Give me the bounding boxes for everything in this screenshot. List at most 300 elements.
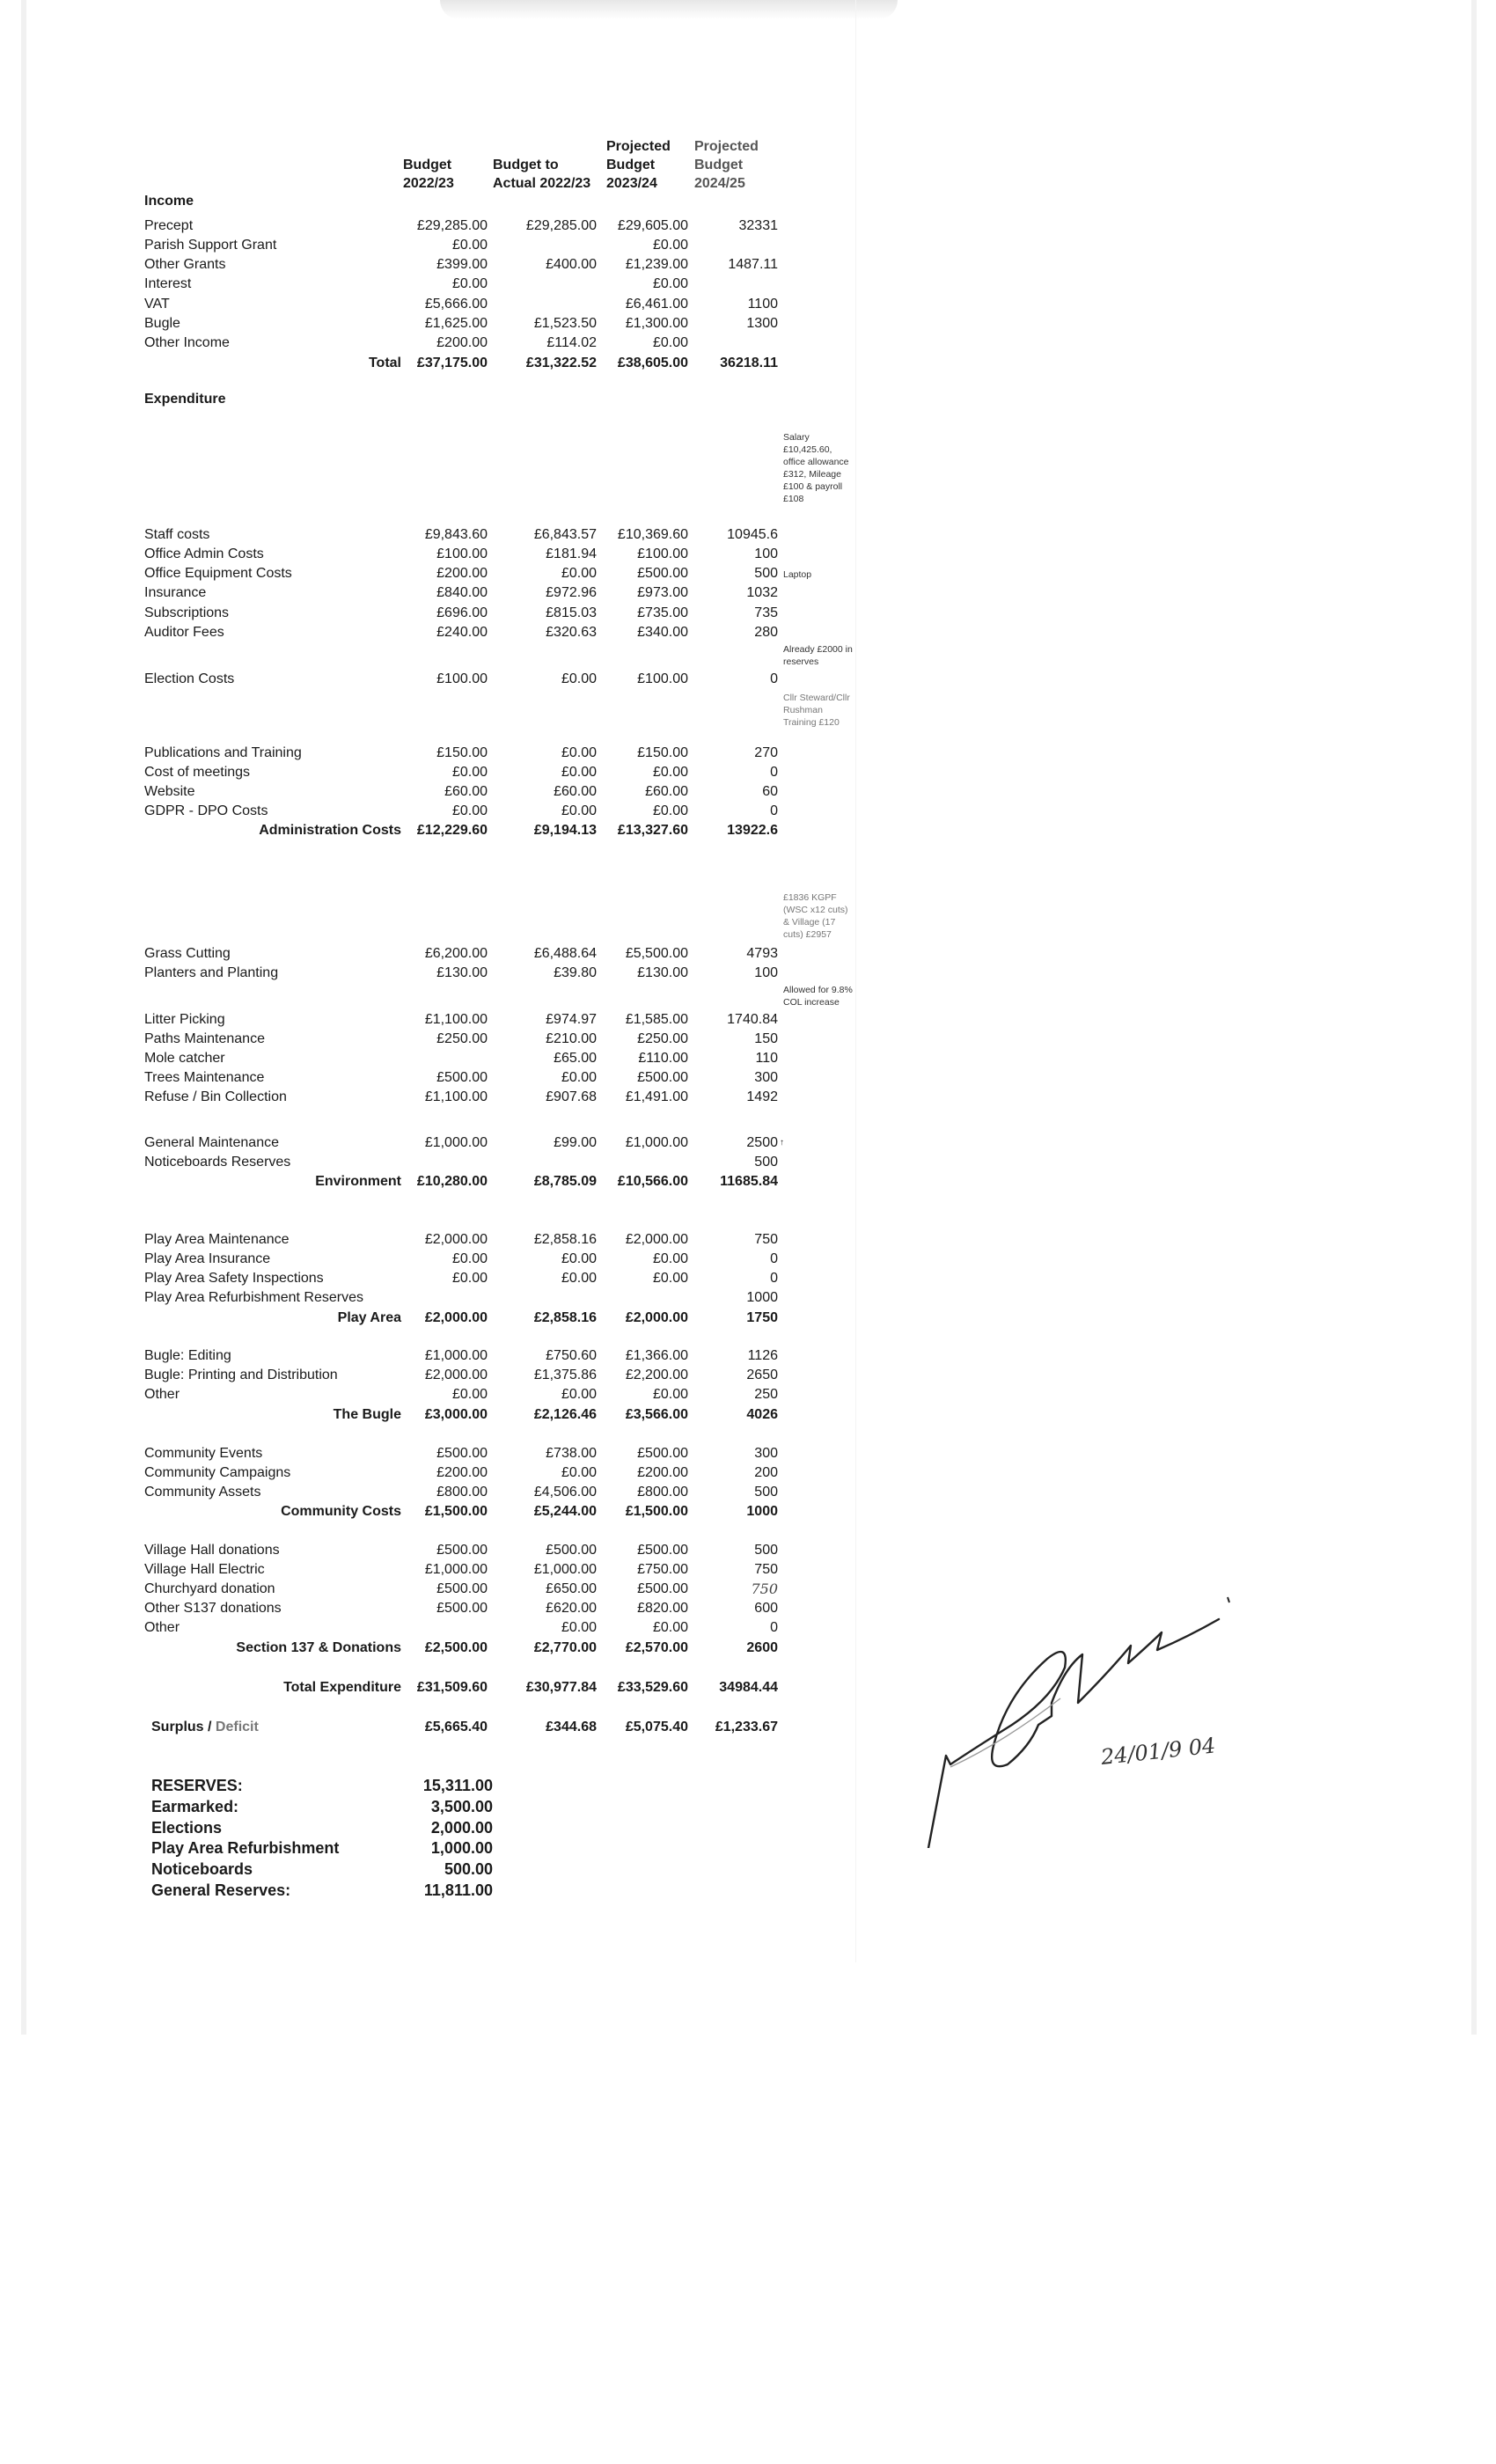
row-label: The Bugle [333, 1407, 401, 1422]
projected-2023-24: £820.00 [637, 1601, 688, 1616]
row-label: General Maintenance [144, 1135, 279, 1150]
actual-2022-23: £8,785.09 [533, 1174, 597, 1189]
projected-2023-24: £500.00 [637, 1581, 688, 1596]
row-label: Auditor Fees [144, 625, 224, 640]
note-election-costs: Already £2000 in reserves [783, 644, 853, 667]
projected-2024-25: 4793 [746, 946, 778, 961]
actual-2022-23: £2,126.46 [533, 1407, 597, 1422]
reserve-label: Earmarked: [151, 1797, 239, 1815]
row-label: Cost of meetings [144, 765, 251, 780]
community-row [0, 1463, 1496, 1483]
income-row [0, 314, 1496, 334]
income-row [0, 255, 1496, 275]
projected-2024-25: 500 [754, 566, 778, 581]
actual-2022-23: £0.00 [561, 1070, 597, 1085]
projected-2023-24: £1,500.00 [625, 1504, 688, 1519]
signature [898, 1566, 1267, 1848]
projected-2023-24: £1,366.00 [625, 1348, 688, 1363]
play-area-row [0, 1269, 1496, 1288]
section137-row [0, 1541, 1496, 1560]
community-subtotal-row [0, 1502, 1496, 1522]
actual-2022-23: £815.03 [546, 605, 597, 620]
environment-row [0, 964, 1496, 983]
projected-2023-24: £2,200.00 [625, 1368, 688, 1382]
row-label: Bugle [144, 316, 180, 331]
projected-2023-24: £1,300.00 [625, 316, 688, 331]
row-label: Village Hall Electric [144, 1562, 265, 1577]
budget-2022-23: £29,285.00 [416, 218, 488, 233]
projected-2023-24: £800.00 [637, 1485, 688, 1500]
projected-2023-24: £0.00 [652, 765, 688, 780]
projected-2023-24: £0.00 [652, 803, 688, 818]
projected-2024-25: 13922.6 [727, 823, 778, 838]
income-row [0, 295, 1496, 314]
budget-2022-23: £399.00 [436, 257, 488, 272]
actual-2022-23: £750.60 [546, 1348, 597, 1363]
environment-row [0, 944, 1496, 964]
actual-2022-23: £320.63 [546, 625, 597, 640]
budget-2022-23: £696.00 [436, 605, 488, 620]
budget-2022-23: £1,500.00 [424, 1504, 488, 1519]
budget-2022-23: £100.00 [436, 671, 488, 686]
actual-2022-23: £60.00 [554, 784, 597, 799]
projected-2024-25: 0 [770, 765, 778, 780]
row-label: Paths Maintenance [144, 1031, 265, 1046]
row-label: Play Area Insurance [144, 1251, 271, 1266]
budget-2022-23: £0.00 [451, 1387, 488, 1402]
projected-2024-25: 100 [754, 546, 778, 561]
projected-2023-24: £5,500.00 [625, 946, 688, 961]
admin-row [0, 623, 1496, 642]
actual-2022-23: £6,488.64 [533, 946, 597, 961]
actual-2022-23: £181.94 [546, 546, 597, 561]
row-label: Other Grants [144, 257, 226, 272]
projected-2023-24: £1,000.00 [625, 1135, 688, 1150]
row-label: Administration Costs [259, 823, 401, 838]
budget-2022-23: £1,100.00 [424, 1012, 488, 1027]
budget-2022-23: £37,175.00 [416, 356, 488, 370]
projected-2024-25: 735 [754, 605, 778, 620]
projected-2024-25: 280 [754, 625, 778, 640]
projected-2024-25: 0 [770, 803, 778, 818]
projected-2024-25: 32331 [738, 218, 778, 233]
row-label: Grass Cutting [144, 946, 231, 961]
projected-2024-25: 0 [770, 1620, 778, 1635]
income-row [0, 275, 1496, 294]
reserve-label: Elections [151, 1818, 223, 1837]
row-label: Precept [144, 218, 194, 233]
projected-2024-25: 0 [770, 1251, 778, 1266]
row-label: Election Costs [144, 671, 235, 686]
actual-2022-23: £30,977.84 [525, 1680, 597, 1695]
projected-2023-24: £2,000.00 [625, 1310, 688, 1325]
play-area-row [0, 1250, 1496, 1269]
row-label: Interest [144, 276, 192, 291]
projected-2024-25: 150 [754, 1031, 778, 1046]
income-row [0, 216, 1496, 236]
row-label: Website [144, 784, 195, 799]
projected-2024-25: 34984.44 [719, 1680, 778, 1695]
projected-2024-25: 2600 [746, 1640, 778, 1655]
budget-2022-23: £2,500.00 [424, 1640, 488, 1655]
projected-2023-24: £60.00 [645, 784, 688, 799]
projected-2023-24: £100.00 [637, 546, 688, 561]
actual-2022-23: £738.00 [546, 1446, 597, 1461]
row-label: Trees Maintenance [144, 1070, 265, 1085]
row-label: GDPR - DPO Costs [144, 803, 268, 818]
budget-2022-23: £500.00 [436, 1446, 488, 1461]
environment-row [0, 1133, 1496, 1153]
budget-2022-23: £2,000.00 [424, 1232, 488, 1247]
note-staff-costs: Salary £10,425.60, office allowance £312, Mileage £100 & payroll £108 [783, 432, 849, 504]
community-row [0, 1483, 1496, 1502]
actual-2022-23: £0.00 [561, 1465, 597, 1480]
separator: / [203, 1720, 216, 1734]
admin-row [0, 564, 1496, 583]
projected-2024-25: 1300 [746, 316, 778, 331]
budget-2022-23: £1,000.00 [424, 1348, 488, 1363]
budget-2022-23: £6,200.00 [424, 946, 488, 961]
actual-2022-23: £0.00 [561, 803, 597, 818]
row-label: Other Income [144, 335, 230, 350]
projected-2023-24: £38,605.00 [617, 356, 688, 370]
budget-2022-23: £0.00 [451, 1271, 488, 1286]
projected-2023-24: £0.00 [652, 1271, 688, 1286]
projected-2023-24: £1,239.00 [625, 257, 688, 272]
row-label: Other [144, 1620, 180, 1635]
environment-row [0, 1153, 1496, 1172]
row-label: Bugle: Editing [144, 1348, 231, 1363]
actual-2022-23: £0.00 [561, 1251, 597, 1266]
projected-2023-24: £0.00 [652, 1620, 688, 1635]
projected-2024-25: 1000 [746, 1290, 778, 1305]
projected-2024-25: 200 [754, 1465, 778, 1480]
admin-row [0, 782, 1496, 802]
actual-2022-23: £1,375.86 [533, 1368, 597, 1382]
note-grass-cutting: £1836 KGPF (WSC x12 cuts) & Village (17 cuts) £2957 [783, 892, 848, 940]
projected-2024-25: 1740.84 [727, 1012, 778, 1027]
signature-date: 24/01/9 04 [1099, 1733, 1217, 1770]
environment-row [0, 1010, 1496, 1030]
row-label: Play Area Maintenance [144, 1232, 290, 1247]
projected-2024-25: 60 [762, 784, 778, 799]
budget-2022-23: £0.00 [451, 238, 488, 253]
projected-2023-24: £500.00 [637, 566, 688, 581]
budget-2022-23: £0.00 [451, 765, 488, 780]
actual-2022-23: £1,000.00 [533, 1562, 597, 1577]
admin-row [0, 763, 1496, 782]
projected-2023-24: £100.00 [637, 671, 688, 686]
budget-2022-23: £840.00 [436, 585, 488, 600]
reserve-value: 2,000.00 [430, 1818, 493, 1837]
budget-2022-23: £100.00 [436, 546, 488, 561]
budget-2022-23: £240.00 [436, 625, 488, 640]
reserve-label: Play Area Refurbishment [151, 1839, 340, 1858]
budget-2022-23: £150.00 [436, 745, 488, 760]
expenditure-heading: Expenditure [144, 392, 226, 407]
actual-2022-23: £0.00 [561, 671, 597, 686]
projected-2024-25: 11685.84 [720, 1174, 778, 1189]
budget-2022-23: £800.00 [436, 1485, 488, 1500]
handwritten-tick: ↑ [780, 1138, 784, 1148]
row-label: Community Costs [281, 1504, 401, 1519]
budget-2022-23: £2,000.00 [424, 1310, 488, 1325]
reserve-value: 11,811.00 [423, 1881, 493, 1899]
actual-2022-23: £0.00 [561, 566, 597, 581]
actual-2022-23: £400.00 [546, 257, 597, 272]
projected-2024-25: 10945.6 [727, 527, 778, 542]
actual-2022-23: £114.02 [546, 335, 597, 350]
projected-2023-24: £150.00 [637, 745, 688, 760]
row-label: Noticeboards Reserves [144, 1155, 291, 1170]
projected-2024-25: 2500 [746, 1135, 778, 1150]
projected-2023-24: £5,075.40 [625, 1720, 688, 1734]
budget-2022-23: £12,229.60 [416, 823, 488, 838]
header-projected-2023-24: Projected Budget 2023/24 [606, 139, 671, 191]
row-label: Community Events [144, 1446, 263, 1461]
admin-row [0, 744, 1496, 763]
row-label: Office Equipment Costs [144, 566, 292, 581]
budget-2022-23: £500.00 [436, 1070, 488, 1085]
projected-2023-24: £0.00 [652, 1251, 688, 1266]
actual-2022-23: £0.00 [561, 765, 597, 780]
environment-row [0, 1068, 1496, 1088]
actual-2022-23: £0.00 [561, 1620, 597, 1635]
row-label: Other S137 donations [144, 1601, 282, 1616]
projected-2024-25: 250 [754, 1387, 778, 1402]
actual-2022-23: £974.97 [546, 1012, 597, 1027]
projected-2023-24: £130.00 [637, 965, 688, 980]
budget-2022-23: £1,100.00 [424, 1089, 488, 1104]
projected-2023-24: £0.00 [652, 335, 688, 350]
projected-2023-24: £2,570.00 [625, 1640, 688, 1655]
budget-2022-23: £0.00 [451, 276, 488, 291]
projected-2024-25: 300 [754, 1070, 778, 1085]
row-label: Insurance [144, 585, 207, 600]
actual-2022-23: £500.00 [546, 1543, 597, 1558]
actual-2022-23: £6,843.57 [533, 527, 597, 542]
note-office-equipment: Laptop [783, 569, 812, 580]
row-label: Staff costs [144, 527, 210, 542]
reserve-value: 500.00 [444, 1860, 493, 1879]
projected-2023-24: £500.00 [637, 1446, 688, 1461]
projected-2024-25: 36218.11 [720, 356, 778, 370]
actual-2022-23: £972.96 [546, 585, 597, 600]
row-label: Subscriptions [144, 605, 230, 620]
actual-2022-23: £0.00 [561, 745, 597, 760]
note-publications-training: Cllr Steward/Cllr Rushman Training £120 [783, 693, 850, 728]
deficit-label: Deficit [215, 1720, 259, 1734]
row-label: Refuse / Bin Collection [144, 1089, 287, 1104]
projected-2024-25: 1487.11 [728, 257, 778, 272]
projected-2024-25: 2650 [746, 1368, 778, 1382]
budget-2022-23: £1,000.00 [424, 1135, 488, 1150]
row-label: Bugle: Printing and Distribution [144, 1368, 338, 1382]
actual-2022-23: £31,322.52 [525, 356, 597, 370]
total-expenditure-row [0, 1678, 1496, 1698]
projected-2024-25: 0 [770, 1271, 778, 1286]
budget-2022-23: £200.00 [436, 566, 488, 581]
actual-2022-23: £210.00 [546, 1031, 597, 1046]
actual-2022-23: £29,285.00 [525, 218, 597, 233]
actual-2022-23: £2,858.16 [533, 1232, 597, 1247]
scan-artifact [440, 0, 898, 19]
budget-2022-23: £3,000.00 [424, 1407, 488, 1422]
projected-2024-25: 500 [754, 1485, 778, 1500]
projected-2024-25: 1100 [747, 297, 778, 312]
projected-2023-24: £250.00 [637, 1031, 688, 1046]
bugle-subtotal-row [0, 1405, 1496, 1425]
environment-row [0, 1088, 1496, 1107]
income-row [0, 334, 1496, 353]
projected-2024-25: 1032 [746, 585, 778, 600]
projected-2023-24: £110.00 [638, 1051, 688, 1066]
projected-2024-25: 750 [751, 1580, 778, 1597]
row-label: Publications and Training [144, 745, 302, 760]
budget-2022-23: £31,509.60 [416, 1680, 488, 1695]
actual-2022-23: £2,858.16 [533, 1310, 597, 1325]
bugle-row [0, 1346, 1496, 1366]
row-label: Play Area Refurbishment Reserves [144, 1290, 363, 1305]
projected-2024-25: 600 [754, 1601, 778, 1616]
row-label: Total [368, 356, 401, 370]
budget-2022-23: £200.00 [436, 335, 488, 350]
projected-2024-25: 1000 [746, 1504, 778, 1519]
reserve-label: Noticeboards [151, 1860, 253, 1879]
actual-2022-23: £0.00 [561, 1387, 597, 1402]
admin-row [0, 802, 1496, 821]
reserve-label: RESERVES: [151, 1777, 243, 1794]
row-label: Community Campaigns [144, 1465, 291, 1480]
row-label: Community Assets [144, 1485, 261, 1500]
projected-2023-24: £735.00 [637, 605, 688, 620]
budget-2022-23: £250.00 [436, 1031, 488, 1046]
projected-2023-24: £29,605.00 [617, 218, 688, 233]
projected-2024-25: 500 [754, 1543, 778, 1558]
admin-row [0, 670, 1496, 689]
projected-2024-25: 500 [754, 1155, 778, 1170]
actual-2022-23: £39.80 [554, 965, 597, 980]
admin-row [0, 525, 1496, 545]
budget-2022-23: £130.00 [436, 965, 488, 980]
projected-2023-24: £0.00 [652, 276, 688, 291]
admin-row [0, 545, 1496, 564]
actual-2022-23: £2,770.00 [533, 1640, 597, 1655]
row-label: Play Area [337, 1310, 401, 1325]
row-label: Office Admin Costs [144, 546, 264, 561]
projected-2023-24: £33,529.60 [617, 1680, 688, 1695]
row-label: Mole catcher [144, 1051, 225, 1066]
projected-2024-25: 0 [770, 671, 778, 686]
projected-2023-24: £750.00 [637, 1562, 688, 1577]
actual-2022-23: £9,194.13 [533, 823, 597, 838]
budget-2022-23: £5,666.00 [424, 297, 488, 312]
budget-2022-23: £2,000.00 [424, 1368, 488, 1382]
projected-2023-24: £3,566.00 [625, 1407, 688, 1422]
projected-2023-24: £500.00 [637, 1543, 688, 1558]
projected-2024-25: 270 [754, 745, 778, 760]
section137-row [0, 1560, 1496, 1580]
row-label: Parish Support Grant [144, 238, 277, 253]
row-label: Churchyard donation [144, 1581, 275, 1596]
header-projected-2024-25: Projected Budget 2024/25 [694, 139, 759, 191]
projected-2023-24: £2,000.00 [625, 1232, 688, 1247]
projected-2023-24: £200.00 [637, 1465, 688, 1480]
row-label: Litter Picking [144, 1012, 225, 1027]
surplus-label: Surplus [151, 1720, 204, 1734]
section137-row [0, 1618, 1496, 1638]
actual-2022-23: £907.68 [546, 1089, 597, 1104]
admin-subtotal-row [0, 821, 1496, 840]
actual-2022-23: £620.00 [546, 1601, 597, 1616]
row-label: Other [144, 1387, 180, 1402]
income-row [0, 236, 1496, 255]
budget-2022-23: £500.00 [436, 1601, 488, 1616]
actual-2022-23: £65.00 [554, 1051, 597, 1066]
surplus-deficit-label [151, 1718, 259, 1737]
row-label: Play Area Safety Inspections [144, 1271, 324, 1286]
bugle-row [0, 1366, 1496, 1385]
budget-2022-23: £1,625.00 [424, 316, 488, 331]
projected-2024-25: 1126 [747, 1348, 778, 1363]
note-litter-picking: Allowed for 9.8% COL increase [783, 985, 853, 1008]
actual-2022-23: £4,506.00 [533, 1485, 597, 1500]
row-label: Environment [315, 1174, 401, 1189]
projected-2023-24: £1,585.00 [625, 1012, 688, 1027]
actual-2022-23: £0.00 [561, 1271, 597, 1286]
projected-2024-25: 1750 [746, 1310, 778, 1325]
projected-2023-24: £13,327.60 [617, 823, 688, 838]
row-label: Planters and Planting [144, 965, 279, 980]
actual-2022-23: £5,244.00 [533, 1504, 597, 1519]
reserve-value: 1,000.00 [430, 1839, 493, 1858]
projected-2023-24: £10,566.00 [617, 1174, 688, 1189]
reserve-value: 3,500.00 [430, 1797, 493, 1815]
projected-2024-25: 750 [754, 1562, 778, 1577]
section137-row [0, 1599, 1496, 1618]
projected-2024-25: 4026 [746, 1407, 778, 1422]
header-budget-to-actual: Budget to Actual 2022/23 [493, 158, 591, 191]
actual-2022-23: £650.00 [546, 1581, 597, 1596]
admin-row [0, 583, 1496, 603]
play-area-row [0, 1230, 1496, 1250]
header-budget-2022-23: Budget 2022/23 [403, 158, 454, 191]
budget-2022-23: £0.00 [451, 803, 488, 818]
projected-2023-24: £0.00 [652, 238, 688, 253]
environment-subtotal-row [0, 1172, 1496, 1192]
projected-2024-25: 750 [754, 1232, 778, 1247]
projected-2023-24: £340.00 [637, 625, 688, 640]
actual-2022-23: £344.68 [546, 1720, 597, 1734]
row-label: VAT [144, 297, 170, 312]
actual-2022-23: £1,523.50 [533, 316, 597, 331]
budget-2022-23: £500.00 [436, 1543, 488, 1558]
projected-2024-25: 100 [754, 965, 778, 980]
environment-row [0, 1030, 1496, 1049]
budget-2022-23: £500.00 [436, 1581, 488, 1596]
budget-2022-23: £200.00 [436, 1465, 488, 1480]
row-label: Village Hall donations [144, 1543, 280, 1558]
play-area-subtotal-row [0, 1309, 1496, 1328]
row-label: Total Expenditure [283, 1680, 401, 1695]
projected-2023-24: £6,461.00 [625, 297, 688, 312]
section137-row [0, 1580, 1496, 1599]
budget-2022-23: £60.00 [444, 784, 488, 799]
projected-2024-25: 1492 [746, 1089, 778, 1104]
play-area-row [0, 1288, 1496, 1308]
reserve-label: General Reserves: [151, 1881, 291, 1899]
income-heading: Income [144, 194, 194, 209]
